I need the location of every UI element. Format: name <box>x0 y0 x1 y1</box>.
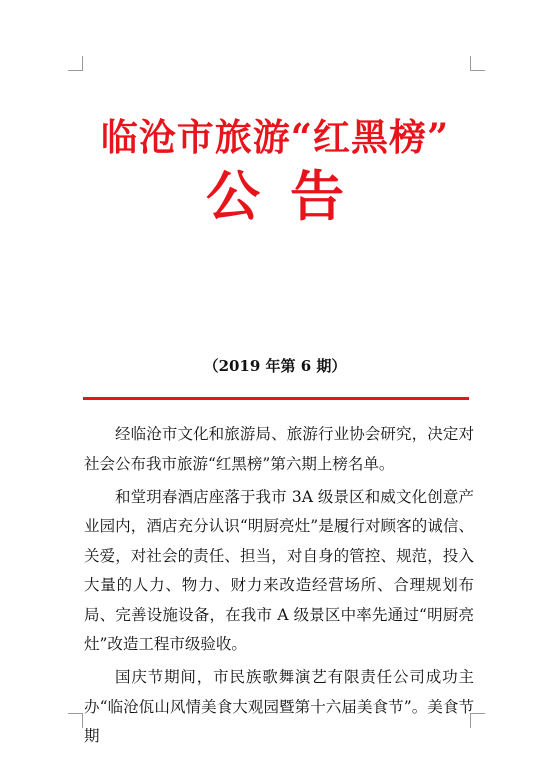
paragraph-3: 国庆节期间，市民族歌舞演艺有限责任公司成功主办“临沧佤山风情美食大观园暨第十六届美食节”。美食节期 <box>84 668 474 745</box>
document-title-line1: 临沧市旅游“红黑榜” <box>100 115 450 159</box>
crop-mark-top-right <box>470 56 485 71</box>
crop-mark-top-left <box>68 56 83 71</box>
paragraph-2: 和堂玥春酒店座落于我市 3A 级景区和威文化创意产业园内，酒店充分认识“明厨亮灶”是履行对顾客的诚信、关爱，对社会的责任、担当，对自身的管控、规范，投入大量的人力、物力、财力来改造经营场所、合理规划布局、完善设施设备，在我市 A 级景区中率先通过“明厨亮灶”改造工程市级验收。 <box>84 487 474 653</box>
issue-number: （2019 年第 6 期） <box>203 357 347 375</box>
document-title-line2: 公告 <box>206 164 374 228</box>
paragraph-1: 经临沧市文化和旅游局、旅游行业协会研究，决定对社会公布我市旅游“红黑榜”第六期上榜名单。 <box>84 425 474 473</box>
red-divider <box>83 397 469 400</box>
crop-mark-bottom-left <box>68 713 83 728</box>
document-body <box>84 420 474 755</box>
